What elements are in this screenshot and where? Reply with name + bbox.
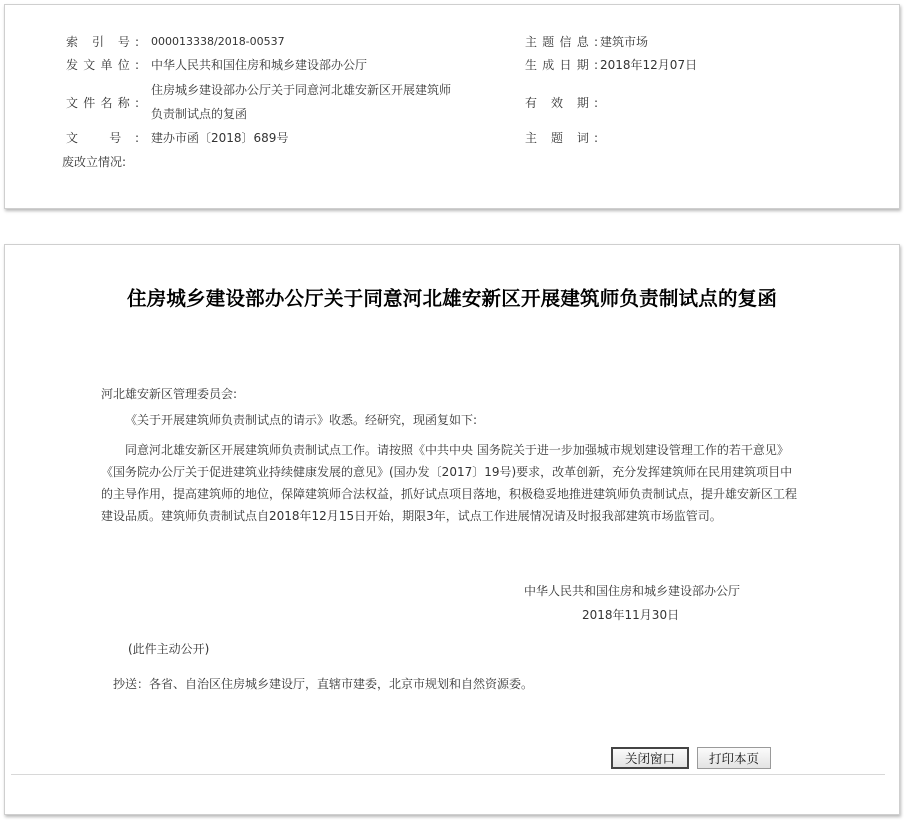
filename-value-line1: 住房城乡建设部办公厅关于同意河北雄安新区开展建筑师	[151, 83, 452, 97]
cc-list: 抄送：各省、自治区住房城乡建设厅，直辖市建委，北京市规划和自然资源委。	[113, 677, 534, 691]
document-panel	[4, 244, 900, 815]
validity-label: 有 效 期:	[525, 96, 598, 110]
topic-value: 建筑市场	[600, 35, 649, 49]
issuer-value: 中华人民共和国住房和城乡建设部办公厅	[151, 58, 368, 72]
index-value: 000013338/2018-00537	[151, 35, 285, 48]
metadata-panel	[4, 4, 900, 209]
document-body	[101, 383, 801, 527]
date-label: 生成日期:	[525, 58, 598, 72]
close-window-button[interactable]: 关闭窗口	[611, 747, 689, 769]
signer: 中华人民共和国住房和城乡建设部办公厅	[524, 584, 741, 598]
salutation: 河北雄安新区管理委员会:	[101, 387, 238, 401]
print-page-button[interactable]: 打印本页	[697, 747, 771, 769]
issuer-label: 发文单位:	[66, 58, 139, 72]
docno-label: 文 号:	[66, 131, 139, 145]
index-label: 索 引 号:	[66, 35, 139, 49]
topic-label: 主题信息:	[525, 35, 598, 49]
date-value: 2018年12月07日	[600, 58, 698, 72]
paragraph-reply: 《关于开展建筑师负责制试点的请示》收悉。经研究，现函复如下:	[125, 413, 478, 427]
sign-date: 2018年11月30日	[582, 608, 680, 622]
docno-value: 建办市函〔2018〕689号	[151, 131, 289, 145]
status-label: 废改立情况:	[62, 155, 127, 169]
footer-divider	[11, 774, 885, 775]
filename-value-line2: 负责制试点的复函	[151, 107, 248, 121]
paragraph-approval: 同意河北雄安新区开展建筑师负责制试点工作。请按照《中共中央 国务院关于进一步加强城市规划建设管理工作的若干意见》《国务院办公厅关于促进建筑业持续健康发展的意见》(国办发〔2017〕19号)要求，改革创新，充分发挥建筑师在民用建筑项目中的主导作用，提高建筑师的地位，保障建筑师合法权益，抓好试点项目落地，积极稳妥地推进建筑师负责制试点，提升雄安新区工程建设品质。建筑师负责制试点自2018年12月15日开始，期限3年，试点工作进展情况请及时报我部建筑市场监管司。	[101, 443, 798, 523]
filename-label: 文件名称:	[66, 96, 139, 110]
document-title: 住房城乡建设部办公厅关于同意河北雄安新区开展建筑师负责制试点的复函	[126, 287, 778, 310]
public-note: (此件主动公开)	[128, 642, 210, 656]
keywords-label: 主 题 词:	[525, 131, 598, 145]
